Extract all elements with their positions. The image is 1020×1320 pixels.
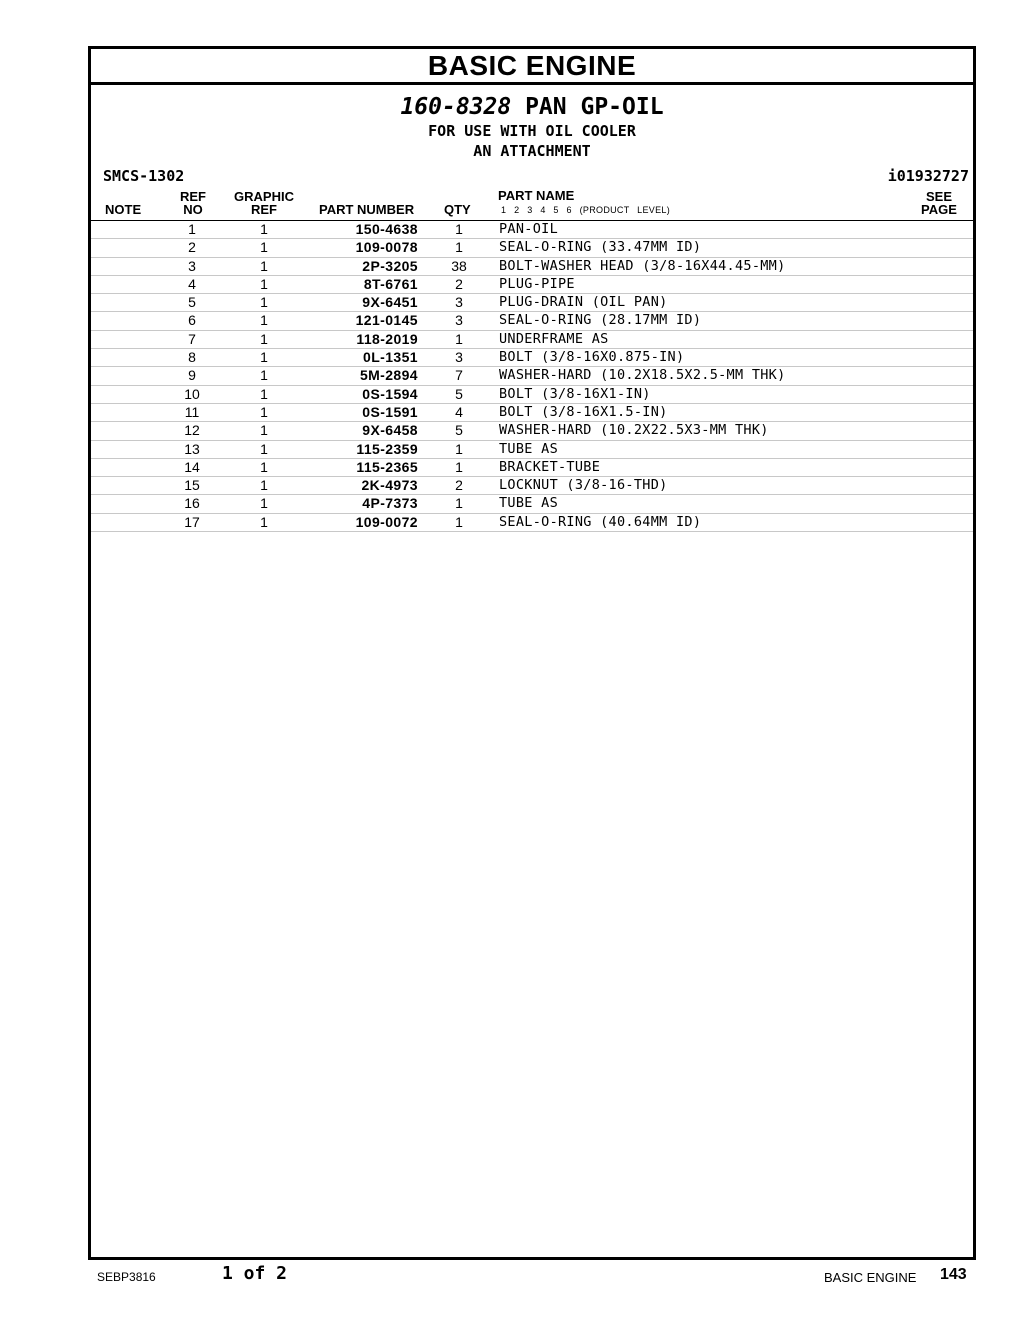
graphic-ref-cell: 1 [260,349,268,366]
group-subtitle-1: FOR USE WITH OIL COOLER [428,122,636,140]
part-number-cell: 150-4638 [355,221,418,237]
ref-no-cell: 12 [184,422,200,439]
header-ref-bottom: NO [183,202,203,217]
header-part-number: PART NUMBER [319,202,415,217]
table-row [91,276,973,294]
graphic-ref-cell: 1 [260,385,268,402]
section-title: BASIC ENGINE [91,49,973,85]
table-row [91,258,973,276]
part-number-cell: 109-0078 [355,239,418,256]
graphic-ref-cell: 1 [260,275,268,292]
part-number-cell: 9X-6458 [362,422,418,439]
graphic-ref-cell: 1 [260,221,268,237]
header-see-bottom: PAGE [921,202,957,217]
header-part-name: PART NAME [498,188,575,203]
graphic-ref-cell: 1 [260,257,268,274]
graphic-ref-cell: 1 [260,458,268,475]
graphic-ref-cell: 1 [260,312,268,329]
parts-table-body [91,221,973,532]
graphic-ref-cell: 1 [260,330,268,347]
table-row [91,312,973,330]
ref-no-cell: 9 [188,367,196,384]
part-number-cell: 115-2365 [356,458,418,475]
table-row [91,422,973,440]
ref-no-cell: 1 [188,221,196,237]
qty-cell: 3 [455,349,463,366]
ref-no-cell: 4 [188,275,196,292]
header-ref-no [178,190,208,216]
group-name: PAN GP-OIL [525,94,664,120]
graphic-ref-cell: 1 [260,239,268,256]
table-row [91,441,973,459]
qty-cell: 5 [455,385,463,402]
qty-cell: 5 [455,422,463,439]
graphic-ref-cell: 1 [260,477,268,494]
qty-cell: 1 [455,221,463,237]
part-name-cell: BOLT (3/8-16X0.875-IN) [499,349,685,366]
part-name-cell: SEAL-O-RING (33.47MM ID) [499,239,702,256]
table-row [91,495,973,513]
part-name-cell: WASHER-HARD (10.2X18.5X2.5-MM THK) [499,367,786,384]
ref-no-cell: 16 [184,495,200,512]
table-row [91,386,973,404]
part-name-cell: SEAL-O-RING (40.64MM ID) [499,513,702,530]
part-number-cell: 2P-3205 [362,257,418,274]
table-row [91,459,973,477]
part-number-cell: 2K-4973 [361,477,418,494]
parts-page-frame [88,46,976,1260]
header-product-levels: 1 2 3 4 5 6 (PRODUCT LEVEL) [501,205,670,215]
group-heading [91,85,973,161]
header-qty: QTY [444,202,471,217]
part-number-cell: 118-2019 [356,330,418,347]
part-name-cell: BRACKET-TUBE [499,458,601,475]
ref-no-cell: 11 [184,403,200,420]
qty-cell: 3 [455,312,463,329]
ref-no-cell: 10 [184,385,200,402]
qty-cell: 38 [451,257,467,274]
part-name-cell: UNDERFRAME AS [499,330,609,347]
part-name-cell: WASHER-HARD (10.2X22.5X3-MM THK) [499,422,769,439]
code-line [91,167,973,189]
qty-cell: 2 [455,275,463,292]
header-graphic-ref [231,190,297,216]
part-name-cell: BOLT-WASHER HEAD (3/8-16X44.45-MM) [499,257,786,274]
graphic-ref-cell: 1 [260,367,268,384]
footer-page-number: 143 [940,1266,967,1283]
qty-cell: 1 [455,239,463,256]
qty-cell: 1 [455,458,463,475]
smcs-code: SMCS-1302 [103,167,185,185]
part-number-cell: 115-2359 [356,440,418,457]
table-row [91,477,973,495]
part-name-cell: BOLT (3/8-16X1-IN) [499,385,651,402]
ref-no-cell: 7 [188,330,196,347]
header-ref-top: REF [180,189,206,204]
header-see-top: SEE [925,189,952,204]
table-row [91,221,973,239]
group-subtitle-2: AN ATTACHMENT [473,142,591,160]
part-number-cell: 5M-2894 [359,367,418,384]
graphic-ref-cell: 1 [260,513,268,530]
graphic-ref-cell: 1 [260,403,268,420]
table-row [91,404,973,422]
part-number-cell: 0S-1594 [362,385,418,402]
header-see-page [921,190,957,216]
ref-no-cell: 15 [184,477,200,494]
part-number-cell: 4P-7373 [362,495,418,512]
part-number-cell: 9X-6451 [362,294,418,311]
header-graphic-bottom: REF [251,202,277,217]
part-name-cell: SEAL-O-RING (28.17MM ID) [499,312,702,329]
ref-no-cell: 13 [184,440,200,457]
footer-section: BASIC ENGINE [824,1270,917,1285]
part-number-cell: 8T-6761 [363,275,418,292]
part-name-cell: PLUG-PIPE [499,275,575,292]
part-number-cell: 0L-1351 [363,349,418,366]
qty-cell: 7 [455,367,463,384]
part-name-cell: TUBE AS [499,495,558,512]
ref-no-cell: 5 [188,294,196,311]
table-row [91,514,973,532]
ref-no-cell: 3 [188,257,196,274]
table-row [91,349,973,367]
part-name-cell: LOCKNUT (3/8-16-THD) [499,477,668,494]
header-note: NOTE [105,202,142,217]
graphic-ref-cell: 1 [260,440,268,457]
ref-no-cell: 17 [184,513,200,530]
part-number-cell: 109-0072 [355,513,418,530]
ref-no-cell: 2 [188,239,196,256]
footer-page-of: 1 of 2 [222,1263,288,1284]
graphic-ref-cell: 1 [260,422,268,439]
table-row [91,367,973,385]
qty-cell: 2 [455,477,463,494]
qty-cell: 1 [455,440,463,457]
qty-cell: 4 [455,403,463,420]
table-header [91,189,973,221]
part-name-cell: TUBE AS [499,440,558,457]
illustration-id: i01932727 [887,167,969,185]
footer-doc-id: SEBP3816 [97,1270,156,1284]
ref-no-cell: 8 [188,349,196,366]
header-graphic-top: GRAPHIC [234,189,294,204]
ref-no-cell: 14 [184,458,200,475]
table-row [91,294,973,312]
group-number: 160-8328 [400,94,512,120]
table-row [91,239,973,257]
qty-cell: 1 [455,330,463,347]
group-title [91,93,973,121]
part-name-cell: BOLT (3/8-16X1.5-IN) [499,403,668,420]
part-name-cell: PLUG-DRAIN (OIL PAN) [499,294,668,311]
qty-cell: 3 [455,294,463,311]
part-number-cell: 121-0145 [355,312,418,329]
graphic-ref-cell: 1 [260,294,268,311]
table-row [91,331,973,349]
ref-no-cell: 6 [188,312,196,329]
part-name-cell: PAN-OIL [499,221,558,237]
qty-cell: 1 [455,513,463,530]
part-number-cell: 0S-1591 [362,403,418,420]
qty-cell: 1 [455,495,463,512]
graphic-ref-cell: 1 [260,495,268,512]
